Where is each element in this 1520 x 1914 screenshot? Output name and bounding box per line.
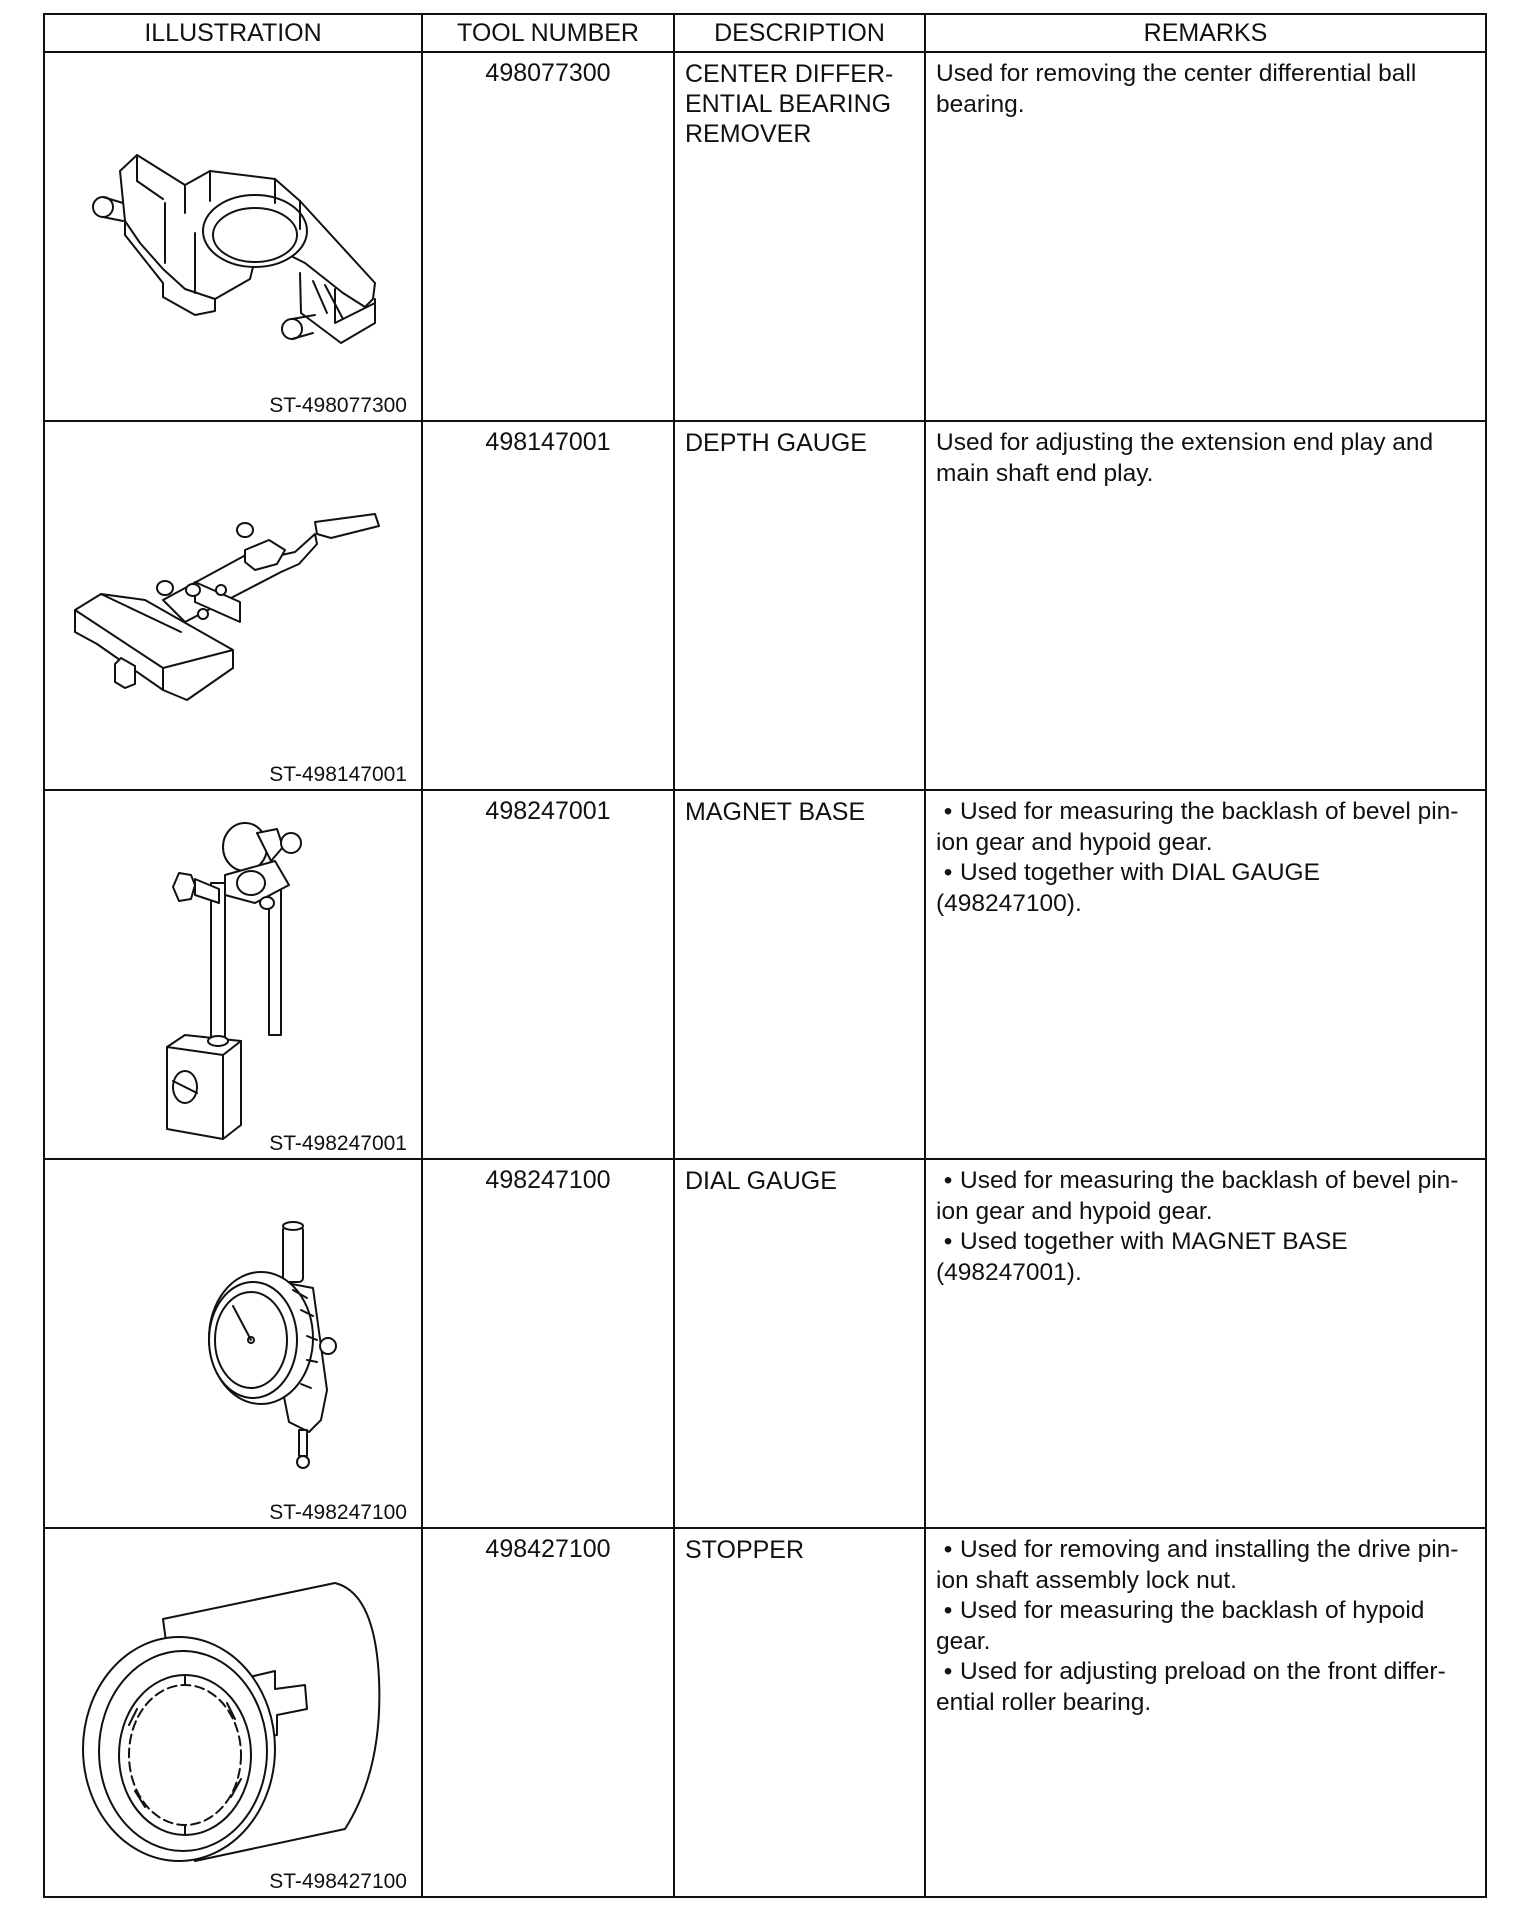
illustration-code: ST-498247001	[269, 1132, 407, 1155]
bullet: •	[943, 1228, 953, 1255]
table-row	[44, 1159, 1486, 1528]
depth-gauge-icon	[45, 422, 423, 791]
remarks-line: Used together with DIAL GAUGE	[960, 859, 1320, 886]
description	[674, 421, 925, 790]
tool-number: 498247001	[422, 790, 674, 1159]
stopper-icon	[45, 1529, 423, 1898]
remarks-bullet-item	[936, 1535, 1475, 1566]
bullet: •	[943, 1536, 953, 1563]
description-line: DIAL GAUGE	[685, 1167, 837, 1195]
remarks	[925, 790, 1486, 1159]
remarks-line: Used for measuring the backlash of bevel pin-	[960, 798, 1459, 825]
remarks-bullet-item	[936, 1227, 1475, 1258]
description	[674, 52, 925, 421]
remarks-line: main shaft end play.	[936, 459, 1154, 487]
description-line: ENTIAL BEARING	[685, 90, 892, 118]
remarks-line: Used for removing the center differential ball	[936, 60, 1417, 87]
remarks-line: ion shaft assembly lock nut.	[936, 1566, 1237, 1594]
description	[674, 1528, 925, 1897]
illustration-cell	[44, 52, 422, 421]
header-remarks: REMARKS	[925, 14, 1486, 52]
tool-number: 498247100	[422, 1159, 674, 1528]
illustration-cell	[44, 1159, 422, 1528]
tool-number: 498147001	[422, 421, 674, 790]
remarks-line: bearing.	[936, 90, 1025, 118]
remarks-line: (498247100).	[936, 889, 1082, 917]
table-row	[44, 421, 1486, 790]
description-line: DEPTH GAUGE	[685, 429, 867, 457]
remarks-bullet-item	[936, 858, 1475, 889]
remarks-line: Used for measuring the backlash of hypoid	[960, 1597, 1425, 1624]
remarks-line: Used for adjusting preload on the front differ-	[960, 1658, 1446, 1685]
description	[674, 790, 925, 1159]
description-line: REMOVER	[685, 120, 812, 148]
header-tool-number: TOOL NUMBER	[422, 14, 674, 52]
remarks	[925, 1528, 1486, 1897]
remarks-line: (498247001).	[936, 1258, 1082, 1286]
bearing-remover-icon	[45, 53, 423, 422]
remarks	[925, 1159, 1486, 1528]
illustration-code: ST-498147001	[269, 763, 407, 786]
description-line: CENTER DIFFER-	[685, 60, 894, 88]
remarks-line: Used for removing and installing the drive pin-	[960, 1536, 1459, 1563]
remarks-line: Used together with MAGNET BASE	[960, 1228, 1348, 1255]
remarks-line: ion gear and hypoid gear.	[936, 828, 1213, 856]
table-row	[44, 1528, 1486, 1897]
dial-gauge-icon	[45, 1160, 423, 1529]
header-description: DESCRIPTION	[674, 14, 925, 52]
bullet: •	[943, 859, 953, 886]
table-header-row	[44, 14, 1486, 52]
bullet: •	[943, 798, 953, 825]
illustration-code: ST-498427100	[269, 1870, 407, 1893]
bullet: •	[943, 1167, 953, 1194]
bullet: •	[943, 1658, 953, 1685]
special-tools-table	[43, 13, 1487, 1898]
illustration-cell	[44, 421, 422, 790]
remarks-line: gear.	[936, 1627, 991, 1655]
remarks-bullet-item	[936, 1657, 1475, 1688]
illustration-cell	[44, 790, 422, 1159]
tool-number: 498077300	[422, 52, 674, 421]
header-illustration: ILLUSTRATION	[44, 14, 422, 52]
magnet-base-icon	[45, 791, 423, 1160]
illustration-code: ST-498247100	[269, 1501, 407, 1524]
illustration-code: ST-498077300	[269, 394, 407, 417]
remarks-bullet-item	[936, 1166, 1475, 1197]
tool-number: 498427100	[422, 1528, 674, 1897]
table-row	[44, 790, 1486, 1159]
remarks-bullet-item	[936, 797, 1475, 828]
bullet: •	[943, 1597, 953, 1624]
remarks-line: Used for adjusting the extension end play and	[936, 429, 1434, 456]
description-line: MAGNET BASE	[685, 798, 866, 826]
illustration-cell	[44, 1528, 422, 1897]
remarks	[925, 421, 1486, 790]
remarks	[925, 52, 1486, 421]
table-row	[44, 52, 1486, 421]
remarks-line: ion gear and hypoid gear.	[936, 1197, 1213, 1225]
description-line: STOPPER	[685, 1536, 805, 1564]
remarks-line: Used for measuring the backlash of bevel pin-	[960, 1167, 1459, 1194]
remarks-line: ential roller bearing.	[936, 1688, 1152, 1716]
remarks-bullet-item	[936, 1596, 1475, 1627]
description	[674, 1159, 925, 1528]
